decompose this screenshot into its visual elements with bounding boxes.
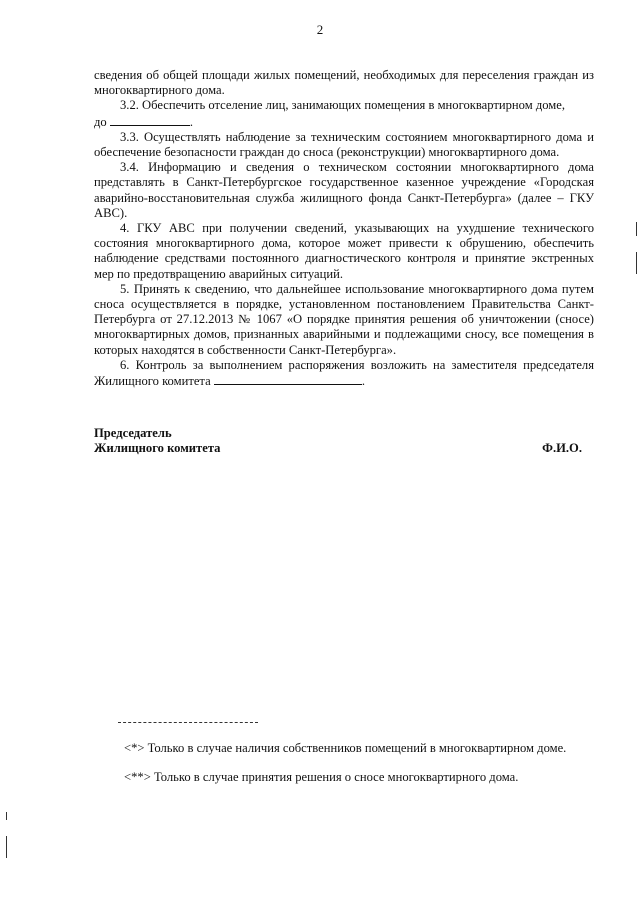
scan-margin-mark [636, 252, 637, 274]
deadline-prefix: до [94, 114, 107, 129]
document-body [94, 68, 594, 389]
signatory-title-line1: Председатель [94, 426, 172, 440]
footnote-2: <**> Только в случае принятия решения о сносе многоквартирного дома. [124, 770, 519, 784]
footnote-separator [118, 722, 258, 723]
footnote-1: <*> Только в случае наличия собственников помещений в многоквартирном доме. [124, 741, 567, 755]
paragraph-5: 5. Принять к сведению, что дальнейшее использование многоквартирного дома путем сноса осуществляется в порядке, установленном постановлением Правительства Санкт-Петербурга от 27.12.2013 № 1067 «О порядке принятия решения об уничтожении (сносе) многоквартирных домов, признанных аварийными и подлежащими сносу, все помещения в которых находятся в собственности Санкт-Петербурга». [94, 281, 594, 357]
paragraph-3-2 [94, 98, 594, 113]
deadline-blank [110, 114, 190, 126]
paragraph-6 [94, 358, 594, 389]
scan-margin-mark [6, 836, 7, 858]
scan-margin-mark [636, 222, 637, 236]
paragraph-3-3: 3.3. Осуществлять наблюдение за техническим состоянием многоквартирного дома и обеспечение безопасности граждан до сноса (реконструкции) многоквартирного дома. [94, 129, 594, 160]
page-number: 2 [316, 22, 324, 37]
paragraph-3-4: 3.4. Информацию и сведения о техническом состоянии многоквартирного дома представлять в Санкт-Петербургское государственное казенное учреждение «Городская аварийно-восстановительная служба жилищного фонда Санкт-Петербурга» (далее – ГКУ АВС). [94, 160, 594, 220]
signatory-name: Ф.И.О. [542, 441, 582, 456]
deadline-suffix: . [189, 114, 194, 129]
paragraph-6-suffix: . [361, 374, 365, 389]
deputy-blank [214, 373, 362, 385]
signature-block [94, 426, 594, 456]
paragraph-4: 4. ГКУ АВС при получении сведений, указывающих на ухудшение технического состояния многоквартирного дома, которое может привести к обрушению, обеспечить наблюдение средствами постоянного диагностического контроля и принятие экстренных мер по предотвращению аварийных ситуаций. [94, 221, 594, 281]
paragraph-3-2-text: 3.2. Обеспечить отселение лиц, занимающих помещения в многоквартирном доме, [120, 98, 565, 113]
paragraph-6-text: 6. Контроль за выполнением распоряжения возложить на заместителя председателя Жилищного комитета [94, 357, 594, 389]
paragraph-3-2-deadline [94, 114, 594, 130]
paragraph-continuation: сведения об общей площади жилых помещений, необходимых для переселения граждан из многоквартирного дома. [94, 68, 594, 98]
signatory-title-line2: Жилищного комитета [94, 441, 221, 456]
scan-margin-mark [6, 812, 7, 820]
